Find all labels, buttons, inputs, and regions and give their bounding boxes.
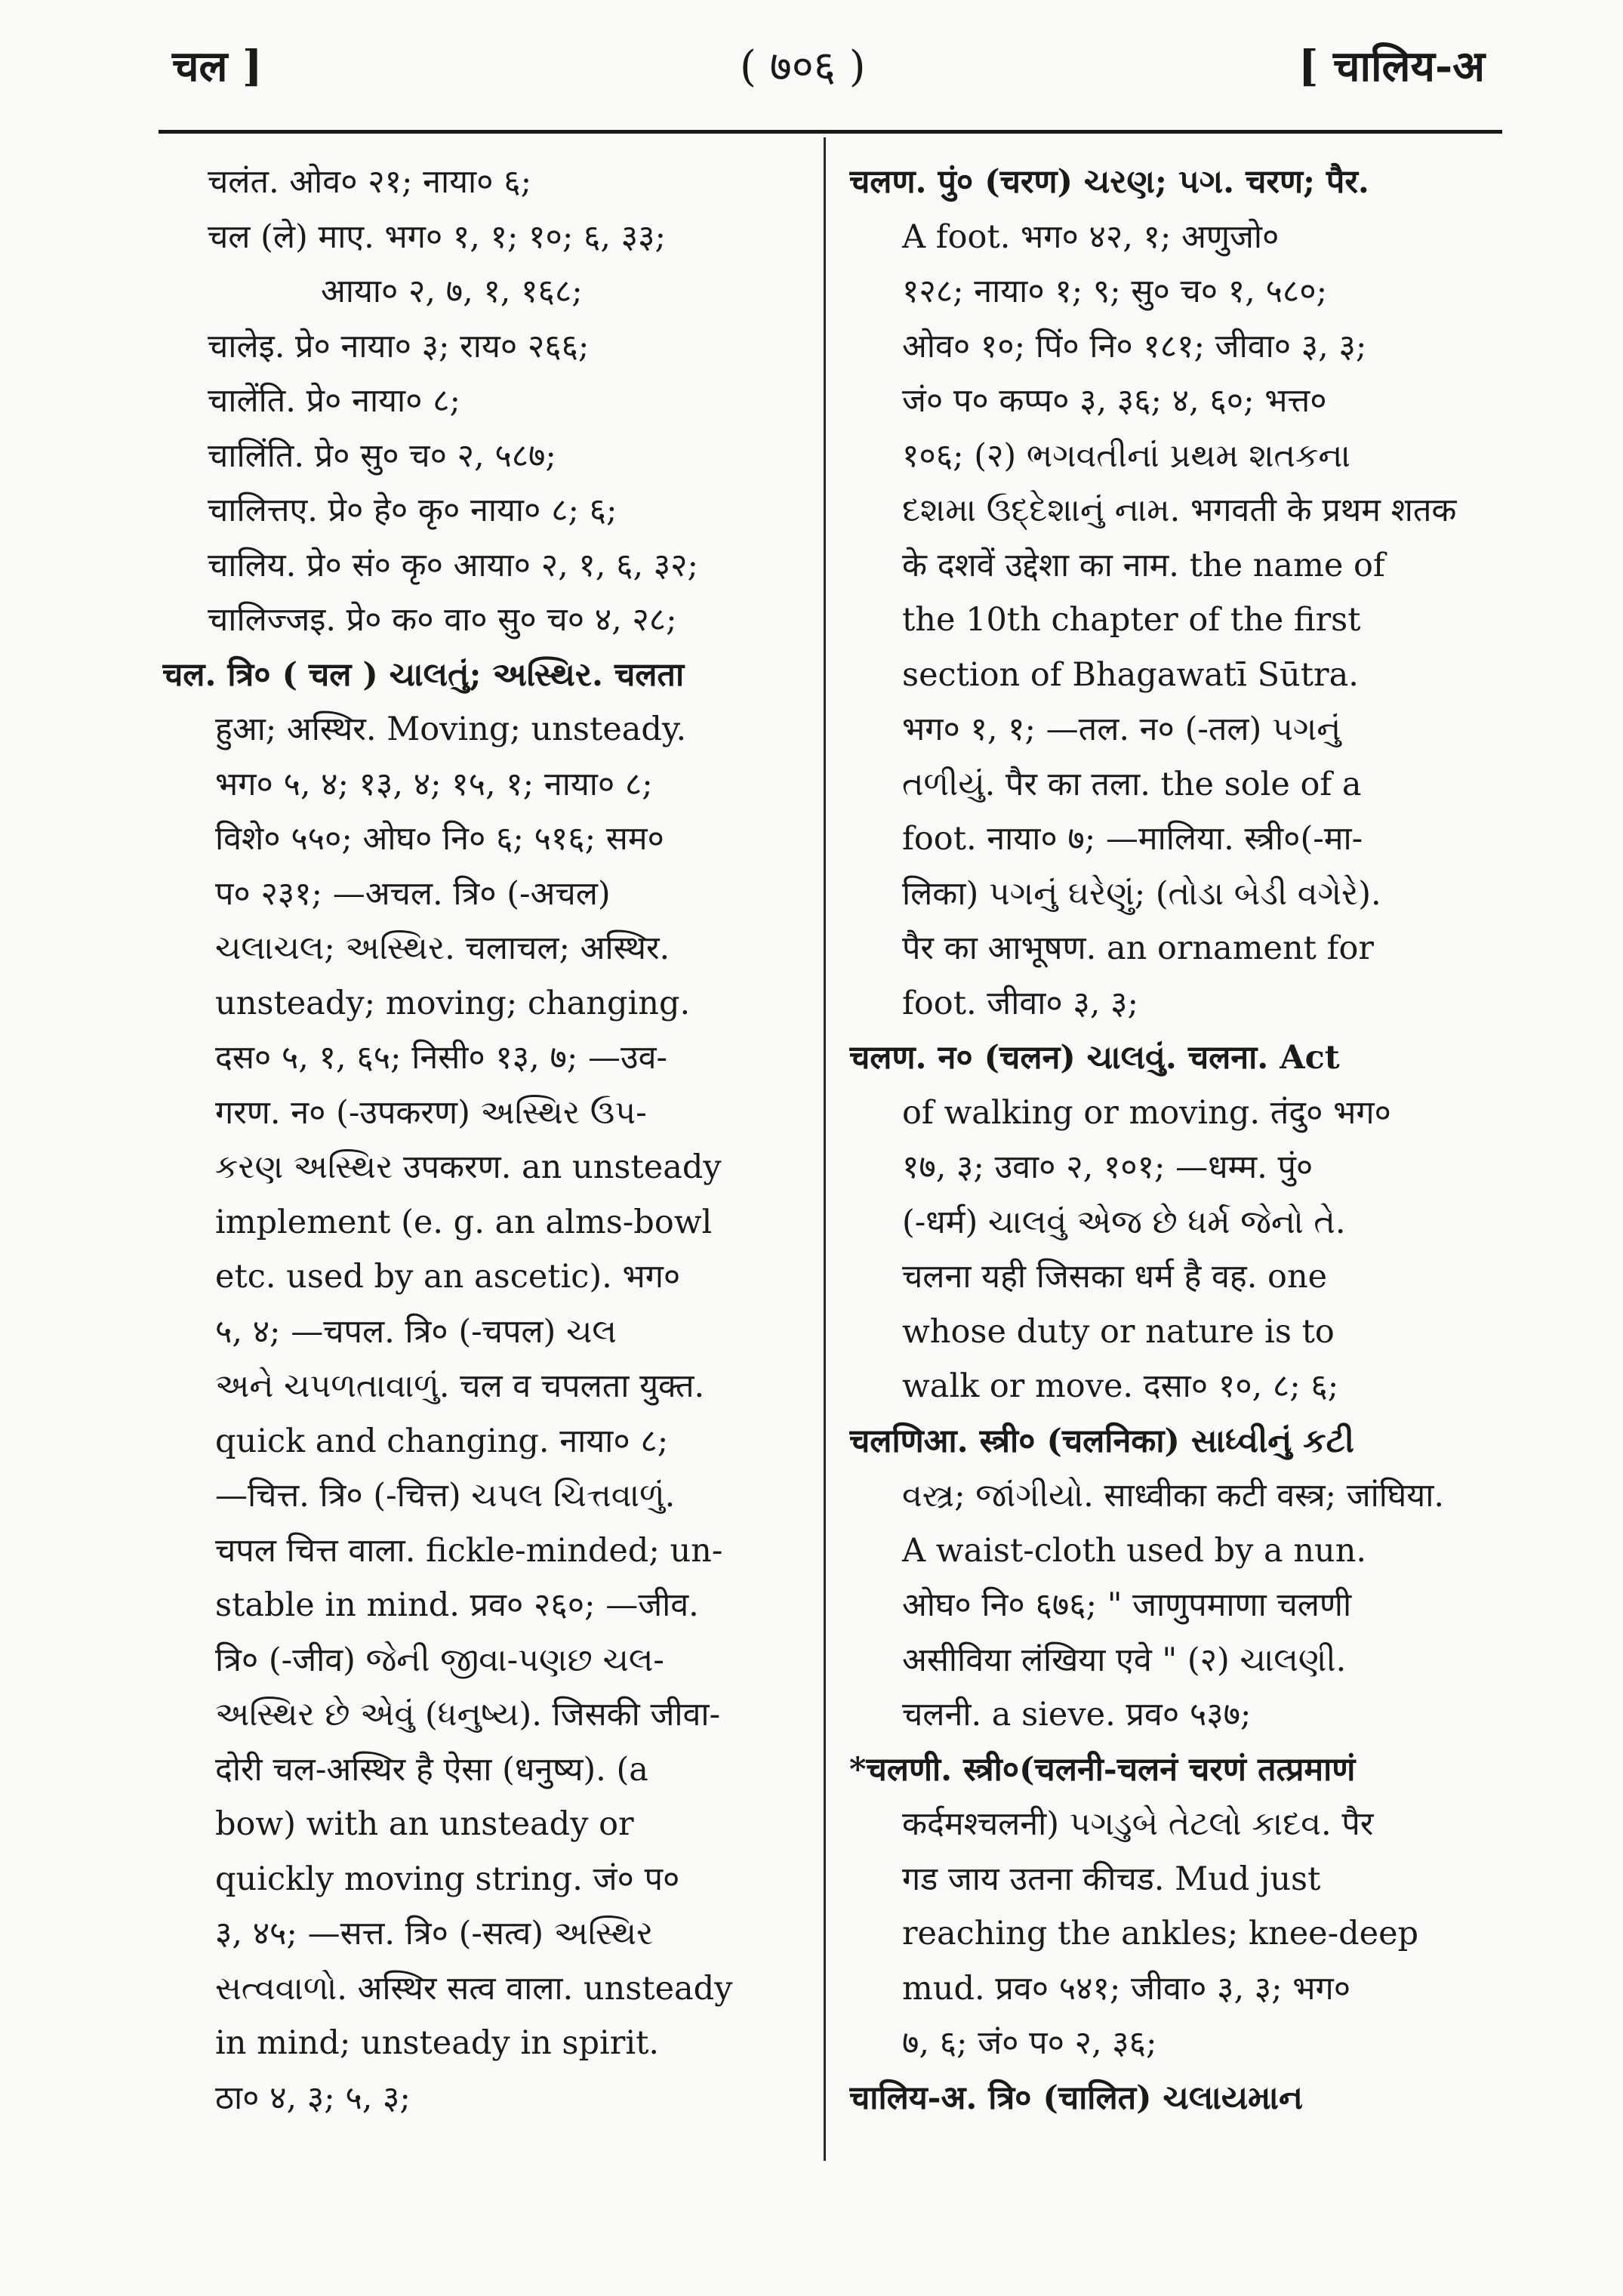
dictionary-line: कर्दमश्चलनी) પગડુબે તેટલો કાદવ. पैर xyxy=(902,1805,1374,1843)
dictionary-line: चालित्तए. प्रे० हे० कृ० नाया० ८; ६; xyxy=(208,492,617,529)
dictionary-line: (-धर्म) ચાલવું એજ છે ધર્મ જેનો તે. xyxy=(902,1203,1346,1241)
dictionary-line: A waist-cloth used by a nun. xyxy=(902,1531,1367,1570)
running-head-left: चल ] xyxy=(172,42,263,91)
dictionary-line: चल (ले) माए. भग० १, १; १०; ६, ३३; xyxy=(208,217,666,256)
dictionary-line: ५, ४; —चपल. त्रि० (-चपल) ચલ xyxy=(215,1312,617,1351)
dictionary-line: walk or move. दसा० १०, ८; ६; xyxy=(902,1367,1339,1405)
dictionary-line: reaching the ankles; knee-deep xyxy=(902,1915,1419,1952)
dictionary-line: સત્વવાળો. अस्थिर सत्व वाला. unsteady xyxy=(215,1969,733,2008)
dictionary-line: चलणिआ. स्त्री० (चलनिका) સાધ્વીનું કટી xyxy=(849,1422,1354,1460)
dictionary-line: चलनी. a sieve. प्रव० ५३७; xyxy=(902,1696,1252,1734)
dictionary-line: आया० २, ७, १, १६८; xyxy=(321,273,583,310)
dictionary-line: ७, ६; जं० प० २, ३६; xyxy=(902,2024,1157,2062)
dictionary-line: *चलणी. स्त्री०(चलनी-चलनं चरणं तत्प्रमाणं xyxy=(849,1750,1356,1789)
dictionary-line: चालिंति. प्रे० सु० च० २, ५८७; xyxy=(208,436,556,475)
dictionary-line: તળીયું. पैर का तला. the sole of a xyxy=(902,765,1362,803)
dictionary-line: દશમા ઉદ્દેશાનું નામ. भगवती के प्रथम शतक xyxy=(902,492,1457,529)
dictionary-line: जं० प० कप्प० ३, ३६; ४, ६०; भत्त० xyxy=(902,382,1327,420)
dictionary-line: भग० १, १; —तल. न० (-तल) પગનું xyxy=(902,710,1341,748)
running-head-right: [ चालिय-अ xyxy=(1298,42,1486,91)
dictionary-line: section of Bhagawatī Sūtra. xyxy=(902,655,1359,694)
dictionary-line: चलना यही जिसका धर्म है वह. one xyxy=(902,1258,1328,1296)
dictionary-line: चलण. न० (चलन) ચાલવું. चलना. Act xyxy=(849,1039,1340,1077)
dictionary-line: लिका) પગનું ઘરેણું; (તોડા બેડી વગેરે). xyxy=(902,874,1381,913)
dictionary-line: १७, ३; उवा० २, १०१; —धम्म. पुं० xyxy=(902,1148,1313,1186)
dictionary-line: ચલાચલ; અસ્થિર. चलाचल; अस्थिर. xyxy=(215,929,670,967)
dictionary-line: के दशवें उद्देशा का नाम. the name of xyxy=(902,546,1385,584)
dictionary-line: ठा० ४, ३; ५, ३; xyxy=(215,2079,411,2117)
dictionary-line: दोरी चल-अस्थिर है ऐसा (धनुष्य). (a xyxy=(215,1750,648,1789)
dictionary-line: implement (e. g. an alms-bowl xyxy=(215,1203,713,1241)
dictionary-line: ३, ४५; —सत्त. त्रि० (-सत्व) અસ્થિર xyxy=(215,1915,654,1952)
dictionary-line: etc. used by an ascetic). भग० xyxy=(215,1258,681,1296)
dictionary-line: ओघ० नि० ६७६; " जाणुपमाणा चलणी xyxy=(902,1586,1352,1624)
dictionary-line: stable in mind. प्रव० २६०; —जीव. xyxy=(215,1586,699,1624)
dictionary-line: गरण. न० (-उपकरण) અસ્થિર ઉપ- xyxy=(215,1093,647,1132)
dictionary-line: ओव० १०; पिं० नि० १८१; जीवा० ३, ३; xyxy=(902,327,1367,365)
dictionary-line: चालिय-अ. त्रि० (चालित) ચલાયમાન xyxy=(849,2079,1304,2117)
dictionary-line: A foot. भग० ४२, १; अणुजो० xyxy=(902,217,1280,256)
right-column xyxy=(849,155,1495,2125)
dictionary-line: भग० ५, ४; १३, ४; १५, १; नाया० ८; xyxy=(215,765,653,803)
dictionary-line: whose duty or nature is to xyxy=(902,1312,1335,1351)
dictionary-line: અસ્થિર છે એવું (ધનુષ્ય). जिसकी जीवा- xyxy=(215,1696,721,1734)
dictionary-line: quickly moving string. जं० प० xyxy=(215,1860,680,1898)
dictionary-line: चालेइ. प्रे० नाया० ३; राय० २६६; xyxy=(208,327,590,365)
page-number: ( ७०६ ) xyxy=(740,42,866,91)
dictionary-line: चालिज्जइ. प्रे० क० वा० सु० च० ४, २८; xyxy=(208,601,677,639)
dictionary-line: दस० ५, १, ६५; निसी० १३, ७; —उव- xyxy=(215,1039,668,1077)
dictionary-line: in mind; unsteady in spirit. xyxy=(215,2024,660,2062)
dictionary-line: असीविया लंखिया एवे " (२) ચાલણી. xyxy=(902,1641,1347,1679)
page-header xyxy=(0,0,1623,136)
dictionary-line: पैर का आभूषण. an ornament for xyxy=(902,929,1374,967)
dictionary-line: विशे० ५५०; ओघ० नि० ६; ५१६; सम० xyxy=(215,820,664,858)
dictionary-line: bow) with an unsteady or xyxy=(215,1805,634,1843)
dictionary-line: गड जाय उतना कीचड. Mud just xyxy=(902,1860,1321,1898)
dictionary-line: of walking or moving. तंदु० भग० xyxy=(902,1093,1391,1132)
dictionary-line: चलंत. ओव० २१; नाया० ६; xyxy=(208,163,532,201)
dictionary-line: चल. त्रि० ( चल ) ચાલતું; અસ્થિર. चलता xyxy=(162,655,685,694)
dictionary-line: unsteady; moving; changing. xyxy=(215,984,691,1022)
dictionary-line: the 10th chapter of the first xyxy=(902,601,1361,639)
header-rule xyxy=(159,130,1502,134)
dictionary-line: १०६; (२) ભગવતીનાં પ્રથમ શતકના xyxy=(902,436,1350,475)
left-column xyxy=(162,155,800,2125)
dictionary-line: વસ્ત્ર; જાંગીયો. साध्वीका कटी वस्त्र; जांघिया. xyxy=(902,1477,1445,1515)
dictionary-line: mud. प्रव० ५४१; जीवा० ३, ३; भग० xyxy=(902,1969,1351,2008)
dictionary-line: કરણ અસ્થિર उपकरण. an unsteady xyxy=(215,1148,722,1186)
dictionary-line: —चित्त. त्रि० (-चित्त) ચપલ ચિત્તવાળું. xyxy=(215,1477,676,1515)
dictionary-line: चलण. पुं० (चरण) ચરણ; પગ. चरण; पैर. xyxy=(849,163,1369,201)
dictionary-line: चपल चित्त वाला. fickle-minded; un- xyxy=(215,1531,723,1570)
dictionary-line: चालिय. प्रे० सं० कृ० आया० २, १, ६, ३२; xyxy=(208,546,699,584)
dictionary-line: foot. नाया० ७; —मालिया. स्त्री०(-मा- xyxy=(902,820,1363,858)
column-divider xyxy=(824,137,826,2161)
dictionary-line: चालेंति. प्रे० नाया० ८; xyxy=(208,382,461,420)
dictionary-line: quick and changing. नाया० ८; xyxy=(215,1422,669,1460)
dictionary-line: हुआ; अस्थिर. Moving; unsteady. xyxy=(215,710,687,748)
dictionary-line: foot. जीवा० ३, ३; xyxy=(902,984,1138,1022)
dictionary-line: त्रि० (-जीव) જેની જીવા-પણછ ચલ- xyxy=(215,1641,664,1679)
dictionary-line: અને ચપળતાવાળું. चल व चपलता युक्त. xyxy=(215,1367,705,1405)
dictionary-line: प० २३१; —अचल. त्रि० (-अचल) xyxy=(215,874,611,913)
dictionary-line: १२८; नाया० १; ९; सु० च० १, ५८०; xyxy=(902,273,1328,310)
